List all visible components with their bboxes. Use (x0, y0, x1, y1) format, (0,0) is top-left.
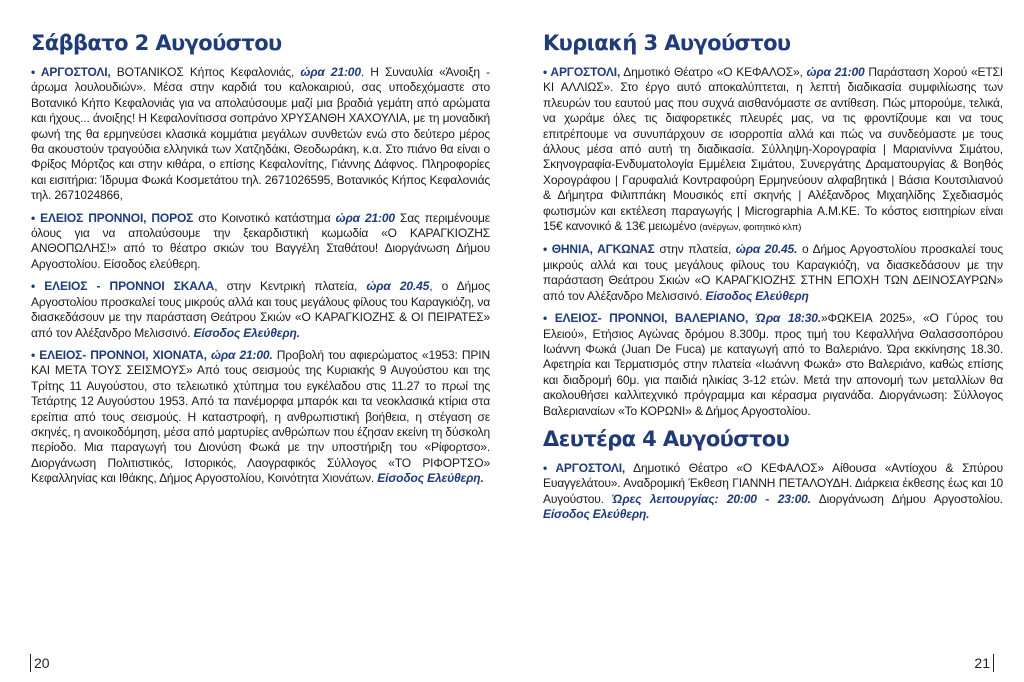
event-description: Σας περιμένουμε όλους για να απολαύσουμε την ξεκαρδιστική κωμωδία «Ο ΚΑΡΑΓΚΙΟΖΗΣ ΑΝΘΟΠΩΛΗΣ!» από το θέατρο σκιών του Βαγγέλη Σταθάτου! Διοργάνωση Δήμου Αργοστολίου. Είσοδος ελεύθερη. (31, 210, 490, 271)
event-place: ΕΛΕΙΟΣ- ΠΡΟΝΝΟΙ, ΧΙΟΝΑΤΑ, (39, 347, 207, 362)
event-description: Διοργάνωση Δήμου Αργοστολίου. (810, 491, 1003, 506)
event-item (543, 311, 1003, 419)
event-time: Ώρες λειτουργίας: 20:00 - 23:00. (612, 491, 811, 506)
event-place: ΑΡΓΟΣΤΟΛΙ, (550, 65, 621, 79)
event-item (31, 65, 490, 204)
event-item (31, 348, 490, 487)
day-heading-sunday: Κυριακή 3 Αυγούστου (543, 31, 791, 55)
event-venue: Δημοτικό Θέατρο «Ο ΚΕΦΑΛΟΣ», (620, 65, 807, 79)
event-place: ΕΛΕΙΟΣ- ΠΡΟΝΝΟΙ, ΒΑΛΕΡΙΑΝΟ, (554, 311, 749, 326)
bullet: • (31, 279, 45, 294)
free-entry-label: Είσοδος Ελεύθερη. (377, 471, 484, 486)
event-description: Παράσταση Χορού «ΕΤΣΙ ΚΙ ΑΛΛΙΩΣ». Στο έργο αυτό αποκαλύπτεται, η λεπτή διαδικασία συμφιλίωσης των πλευρών του εαυτού μας που συχνά αισθανόμαστε σε αντίθεση. Πώς μπορούμε, τελικά, να χωράμε όλες τις διαφορετικές πλευρές μας, να τις φροντίζουμε και να τους επιτρέπουμε να συνυπάρχουν σε ισορροπία αλλά και πώς να συνδεόμαστε με τους άλλους μέσα από αυτή τη διαδικασία. Σύλληψη-Χορογραφία | Μαριανίννα Σιμάτου, Σκηνογραφία-Ενδυματολογία Εμμέλεια Σιμάτου, Συνεργάτης Δραματουργίας & Βοηθός Χορογράφου | Γαρυφαλιά Κοντραφούρη Ερμηνεύουν αλφαβητικά | Βάσια Κουτσιλιανού & Δήμητρα Φιλιππάκη Μουσικός επί σκηνής | Αλέξανδρος Μιχαηλίδης Σχεδιασμός φωτισμών και εκτέλεση παραγωγής | Micrographia Α.Μ.ΚΕ. Το κόστος εισιτηρίων είναι 15€ κανονικό & 13€ μειωμένο (543, 65, 1003, 234)
event-description: , ο Δήμος Αργοστολίου προσκαλεί τους μικρούς αλλά και τους μεγάλους φίλους του Καραγκιόζη, να διασκεδάσουν με την παράσταση Θεάτρου Σκιών «Ο ΚΑΡΑΓΚΙΟΖΗΣ & ΟΙ ΠΕΙΡΑΤΕΣ» από τον Αλέξανδρο Μελισσινό. (31, 279, 490, 340)
event-time: ώρα 20.45. (735, 242, 798, 257)
free-entry-label: Είσοδος Ελεύθερη (705, 288, 809, 303)
event-place: ΕΛΕΙΟΣ - ΠΡΟΝΝΟΙ ΣΚΑΛΑ (44, 279, 215, 294)
event-time: ώρα 21:00 (335, 210, 395, 225)
event-time: Ώρα 18:30. (755, 311, 821, 326)
bullet: • (31, 210, 41, 225)
day-heading-monday: Δευτέρα 4 Αυγούστου (543, 426, 790, 451)
event-venue: στην πλατεία, (654, 242, 736, 257)
event-item (31, 211, 490, 273)
event-place: ΕΛΕΙΟΣ ΠΡΟΝΝΟΙ, ΠΟΡΟΣ (40, 210, 194, 225)
event-item (543, 461, 1003, 523)
event-venue: , στην Κεντρική πλατεία, (214, 279, 367, 294)
event-item (31, 279, 490, 341)
event-venue: ΒΟΤΑΝΙΚΟΣ Κήπος Κεφαλονιάς, (110, 65, 301, 79)
event-time: ώρα 21:00 (300, 65, 361, 79)
free-entry-label: Είσοδος Ελεύθερη. (543, 507, 650, 522)
page-number: 21 (974, 654, 994, 672)
event-description: »ΦΩΚΕΙΑ 2025», «Ο Γύρος του Ελειού», Ετήσιος Αγώνας δρόμου 8.300μ. προς τιμή του Κεφαλλήνα Θαλασσοπόρου Ιωάννη Φωκά (Juan De Fuca) με καταγωγή από το Βαλεριάνο. Ώρα εκκίνησης 18.30. Αφετηρία και Τερματισμός στην πλατεία «Ιωάννη Φωκά» στο Βαλεριάνο, καθώς επίσης και διαδρομή 60μ. για παιδιά ηλικίας 3-12 ετών. Μετά την απονομή των μεταλλίων θα ακολουθήσει καλλιτεχνικό πρόγραμμα και κέρασμα ριγανάδα. Διοργάνωση: Σύλλογος Βαλεριαναίων «Το ΚΟΡΩΝΙ» & Δήμος Αργοστολίου. (543, 311, 1004, 418)
bullet: • (543, 311, 555, 326)
event-venue (748, 311, 756, 325)
bullet: • (31, 65, 41, 79)
event-time: ώρα 21:00 (806, 65, 865, 79)
event-venue: στο Κοινοτικό κατάστημα (193, 210, 336, 225)
bullet: • (543, 460, 556, 475)
event-description: Προβολή του αφιερώματος «1953: ΠΡΙΝ ΚΑΙ ΜΕΤΑ ΤΟΥΣ ΣΕΙΣΜΟΥΣ» Από τους σεισμούς της Κυριακής 9 Αυγούστου και της Τρίτης 11 Αυγούστου, στο τελειωτικό χτύπημα του εγκέλαδου στις 11.27 το πρωί της Τετάρτης 12 Αυγούστου 1953. Από τα πανέμορφα μπαρόκ και τα νεοκλασικά κτίρια στα ερείπια από τους σεισμούς. Η καταστροφή, η ανθρωπιστική βοήθεια, η στέγαση σε σκηνές, η ανοικοδόμηση, μέσα από μαρτυρίες ανθρώπων που έζησαν εκείνη τη δύσκολη περίοδο. Μια παραγωγή του Διονύση Φωκά με την υποστήριξη του «Ρίφορτσο». Διοργάνωση Πολιτιστικός, Ιστορικός, Λαογραφικός Σύλλογος «ΤΟ ΡΙΦΟΡΤΣΟ» Κεφαλληνίας και Ιθάκης, Δήμος Αργοστολίου, Κοινότητα Χιονάτων. (31, 347, 490, 486)
free-entry-label: Είσοδος Ελεύθερη. (193, 325, 300, 340)
event-description: . Η Συναυλία «Άνοιξη - άρωμα λουλουδιών». Μέσα στην καρδιά του καλοκαιριού, σας υποδεχόμαστε στο Βοτανικό Κήπο Κεφαλονιάς για να απολαύσουμε μαζί μια βραδιά γεμάτη από αρώματα και ήχους... άνοιξης! Η Κεφαλονίτισσα σοπράνο ΧΡΥΣΑΝΘΗ ΧΑΧΟΥΛΙΑ, με τη μοναδική φωνή της θα ερμηνεύσει κλασικά κομμάτια μεγάλων συνθετών ενώ στο δεύτερο μέρος θα ακουστούν τραγούδια ελληνικά των Χατζηδάκι, Θεοδωράκη, κ.α. Στο πιάνο θα είναι ο Φρίξος Μόρτζος και στην κιθάρα, ο επίσης Κεφαλονίτης, Γιάννης Δάφνος. Πληροφορίες και εισιτήρια: Ίδρυμα Φωκά Κοσμετάτου τηλ. 2671026595, Βοτανικός Κήπος Κεφαλονιάς τηλ. 2671024866, (31, 65, 490, 203)
day-heading-saturday: Σάββατο 2 Αυγούστου (31, 31, 282, 55)
right-page (512, 0, 1024, 682)
event-place: ΑΡΓΟΣΤΟΛΙ, (40, 65, 111, 79)
event-time: ώρα 20.45 (366, 279, 430, 294)
event-item (543, 242, 1003, 304)
discount-note: (ανέργων, φοιτητικό κλπ) (699, 222, 802, 234)
event-time: ώρα 21:00. (211, 347, 273, 362)
event-place: ΑΡΓΟΣΤΟΛΙ, (555, 460, 626, 475)
event-place: ΘΗΝΙΑ, ΑΓΚΩΝΑΣ (551, 242, 655, 257)
bullet: • (31, 347, 40, 362)
bullet: • (543, 65, 551, 79)
page-number: 20 (30, 654, 50, 672)
bullet: • (543, 242, 552, 257)
event-item (543, 65, 1003, 235)
event-venue: Δημοτικό Θέατρο «Ο ΚΕΦΑΛΟΣ» Αίθουσα «Αντίοχου & Σπύρου Ευαγγελάτου». Αναδρομική Έκθεση ΓΙΑΝΝΗ ΠΕΤΑΛΟΥΔΗ. Διάρκεια έκθεσης έως και 10 Αυγούστου. (543, 460, 1003, 506)
event-description: ο Δήμος Αργοστολίου προσκαλεί τους μικρούς αλλά και τους μεγάλους φίλους του Καραγκιόζη, να διασκεδάσουν με την παράσταση Θεάτρου Σκιών «Ο ΚΑΡΑΓΚΙΟΖΗΣ ΣΤΗΝ ΕΠΟΧΗ ΤΩΝ ΔΕΙΝΟΣΑΥΡΩΝ» από τον Αλέξανδρο Μελισσινό. (543, 242, 1003, 303)
